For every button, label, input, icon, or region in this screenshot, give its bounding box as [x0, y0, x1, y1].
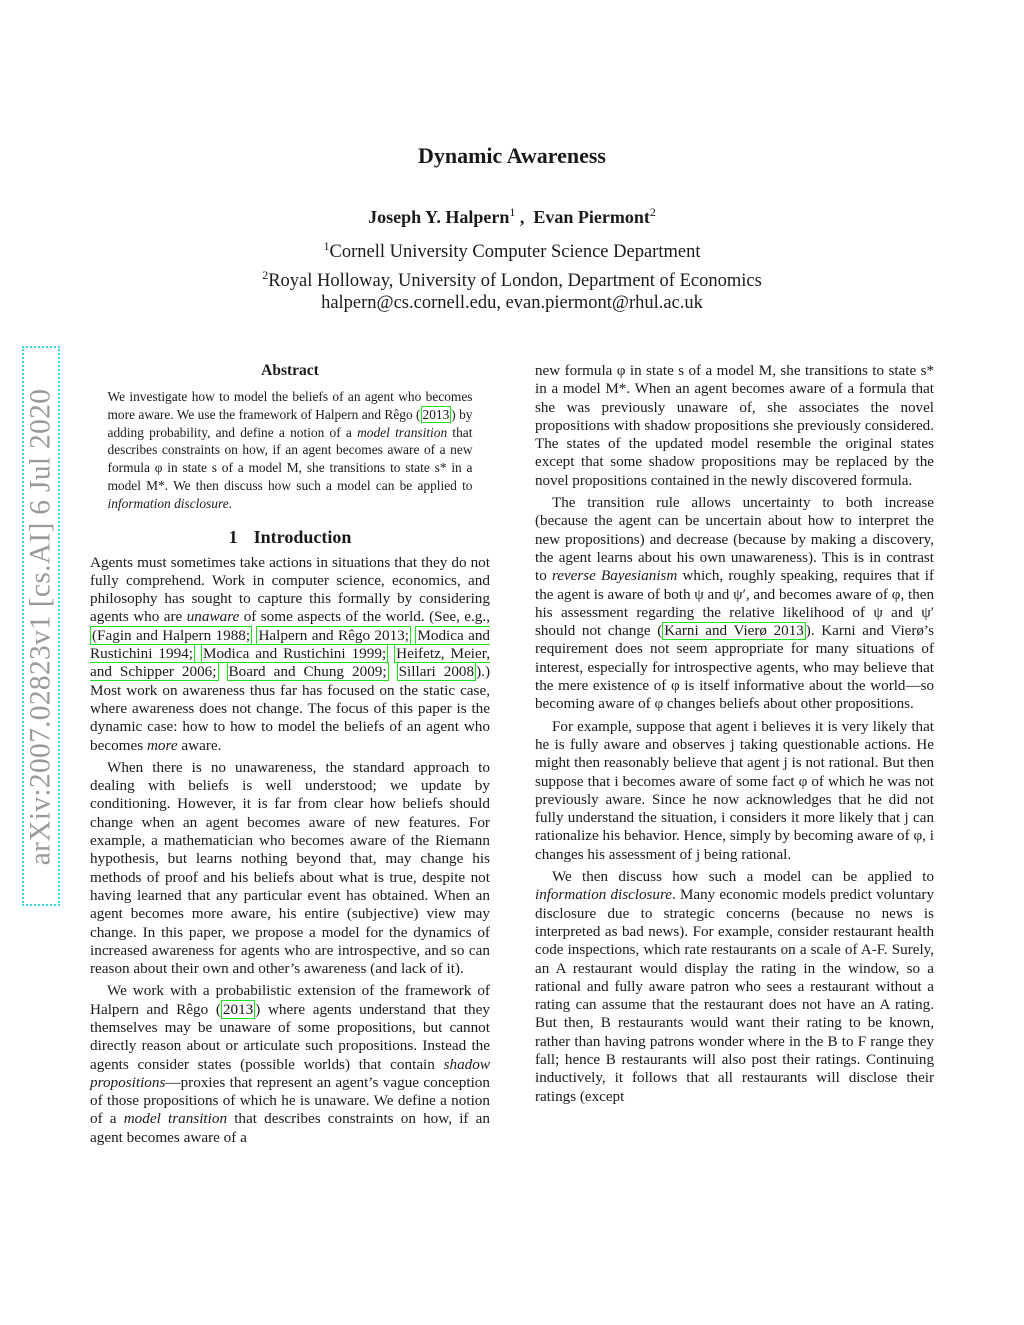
citation-link[interactable]: Halpern and Rêgo 2013;: [258, 626, 409, 644]
citation-link[interactable]: Modica and Rustichini 1994;: [90, 626, 491, 663]
citation-link[interactable]: Modica and Rustichini 1999;: [202, 645, 387, 663]
body-paragraph-continued: new formula φ in state s of a model M, she transitions to state s* in a model M*. When an agent becomes aware of a formula that she was previously unaware of, she associates the novel propositions with shadow propositions she previously considered. The states of the updated model resemble the original states except that some shadow propositions may be replaced by the novel propositions contained in the newly discovered formula.: [535, 363, 934, 489]
section-title: Introduction: [253, 526, 352, 547]
right-column: [535, 362, 934, 1106]
citation-link[interactable]: Sillari 2008: [398, 663, 475, 681]
intro-paragraph-3: We work with a probabilistic extension of the framework of Halpern and Rêgo ( 2013 ) where agents understand that they themselves may be unaware of some propositions, but cannot directly reason about or articulate such propositions. Instead the agents consider states (possible worlds) that contain shadow propositions—proxies that represent an agent’s vague conception of those propositions of which he is unaware. We define a notion of a model transition that describes constraints on how, if an agent becomes aware of a: [90, 982, 490, 1146]
affiliations: [0, 235, 1024, 315]
author-piermont: Evan Piermont: [533, 207, 650, 227]
affiliation-2-text: Royal Holloway, University of London, Department of Economics: [268, 270, 762, 291]
citation-link[interactable]: Karni and Vierø 2013: [664, 623, 804, 640]
affiliation-2: [0, 264, 1024, 293]
body-paragraph-example: For example, suppose that agent i believes it is very likely that he is fully aware and observes j taking questionable actions. He might then reasonably believe that agent j is not rational. But then suppose that i becomes aware of some fact φ of which he was not previously aware. Since he now acknowledges that he did not fully understand the situation, i considers it more likely that j can rationalize his behavior. Hence, simply by becoming aware of φ, i changes his assessment of j being rational.: [535, 718, 934, 863]
author-line: [0, 205, 1024, 228]
body-paragraph-transition-rule: The transition rule allows uncertainty to both increase (because the agent can be uncertain about how to interpret the new propositions) and decrease (because by making a discovery, the agent learns about his own unawareness). This is in contrast to reverse Bayesianism which, roughly speaking, requires that if the agent is aware of both ψ and ψ′, and becomes aware of φ, then his assessment regarding the relative likelihood of ψ and ψ′ should not change ( Karni and Vierø 2013 ). Karni and Vierø’s requirement does not seem appropriate for many situations of interest, especially for introspective agents, who may believe that the mere existence of φ is itself informative about the world—so becoming aware of φ changes beliefs about other propositions.: [535, 495, 935, 713]
affiliation-1: [0, 235, 1024, 264]
citation-link[interactable]: Board and Chung 2009;: [228, 663, 387, 681]
abstract-body: We investigate how to model the beliefs of an agent who becomes more aware. We use the framework of Halpern and Rêgo ( 2013 ) by adding probability, and define a notion of a model transition that describes constraints on how, if an agent becomes aware of a new formula φ in state s of a model M, she transitions to state s* in a model M*. We then discuss how such a model can be applied to information disclosure.: [107, 389, 473, 511]
section-heading-introduction: [90, 527, 490, 548]
author-separator: ,: [519, 207, 525, 227]
affiliation-1-text: Cornell University Computer Science Department: [329, 242, 701, 263]
citation-link[interactable]: Heifetz, Meier, and Schipper 2006;: [90, 645, 491, 681]
left-column: [90, 362, 490, 1147]
intro-paragraph-1: Agents must sometimes take actions in situations that they do not fully comprehend. Work in computer science, economics, and philosophy has sought to capture this formally by considering agents who are unaware of some aspects of the world. (See, e.g., (Fagin and Halpern 1988; Halpern and Rêgo 2013; Modica and Rustichini 1994; Modica and Rustichini 1999; Heifetz, Meier, and Schipper 2006; Board and Chung 2009; Sillari 2008 ).) Most work on awareness thus far has focused on the static case, where awareness does not change. The focus of this paper is the dynamic case: how to how to model the beliefs of an agent who becomes more aware.: [90, 553, 491, 754]
author-emails[interactable]: halpern@cs.cornell.edu, evan.piermont@rhul.ac.uk: [321, 293, 703, 314]
intro-paragraph-2: When there is no unawareness, the standard approach to dealing with beliefs is well understood; we update by conditioning. However, it is far from clear how beliefs should change when an agent becomes aware of new features. For example, a mathematician who becomes aware of the Riemann hypothesis, but learns nothing beyond that, may change his methods of proof and his beliefs about what is true, despite not having learned that any particular event has obtained. When an agent becomes more aware, his entire (subjective) view may change. In this paper, we propose a model for the dynamics of increased awareness for agents who are introspective, and so can reason about their own and other’s awareness (and lack of it).: [90, 758, 490, 978]
author-halpern-affil-mark: 1: [509, 205, 516, 219]
citation-link[interactable]: 2013: [222, 1000, 254, 1018]
abstract-heading: Abstract: [261, 362, 319, 379]
paper-title: Dynamic Awareness: [417, 143, 606, 168]
author-halpern: Joseph Y. Halpern: [368, 207, 510, 227]
citation-link[interactable]: (Fagin and Halpern 1988;: [92, 626, 251, 644]
affiliation-2-mark: 2: [262, 267, 269, 282]
section-number: 1: [228, 526, 238, 547]
affiliation-1-mark: 1: [323, 239, 330, 253]
body-paragraph-disclosure: We then discuss how such a model can be applied to information disclosure. Many economic models predict voluntary disclosure due to strategic concerns (because no news is interpreted as bad news). For example, consider restaurant health code inspections, which rate restaurants on a scale of A-F. Surely, an A restaurant would display the rating in the window, so a rational and fully aware patron who sees a restaurant without a rating can assume that the restaurant does not have an A rating. But then, B restaurants would want their rating to be known, rather than having patrons wonder where in the B to F range they fall; hence B restaurants will also post their ratings. Continuing inductively, it follows that all restaurants will disclose their ratings (except: [535, 869, 935, 1105]
author-piermont-affil-mark: 2: [649, 205, 656, 219]
citation-link[interactable]: 2013: [422, 406, 450, 422]
arxiv-stamp: arXiv:2007.02823v1 [cs.AI] 6 Jul 2020: [24, 388, 57, 866]
